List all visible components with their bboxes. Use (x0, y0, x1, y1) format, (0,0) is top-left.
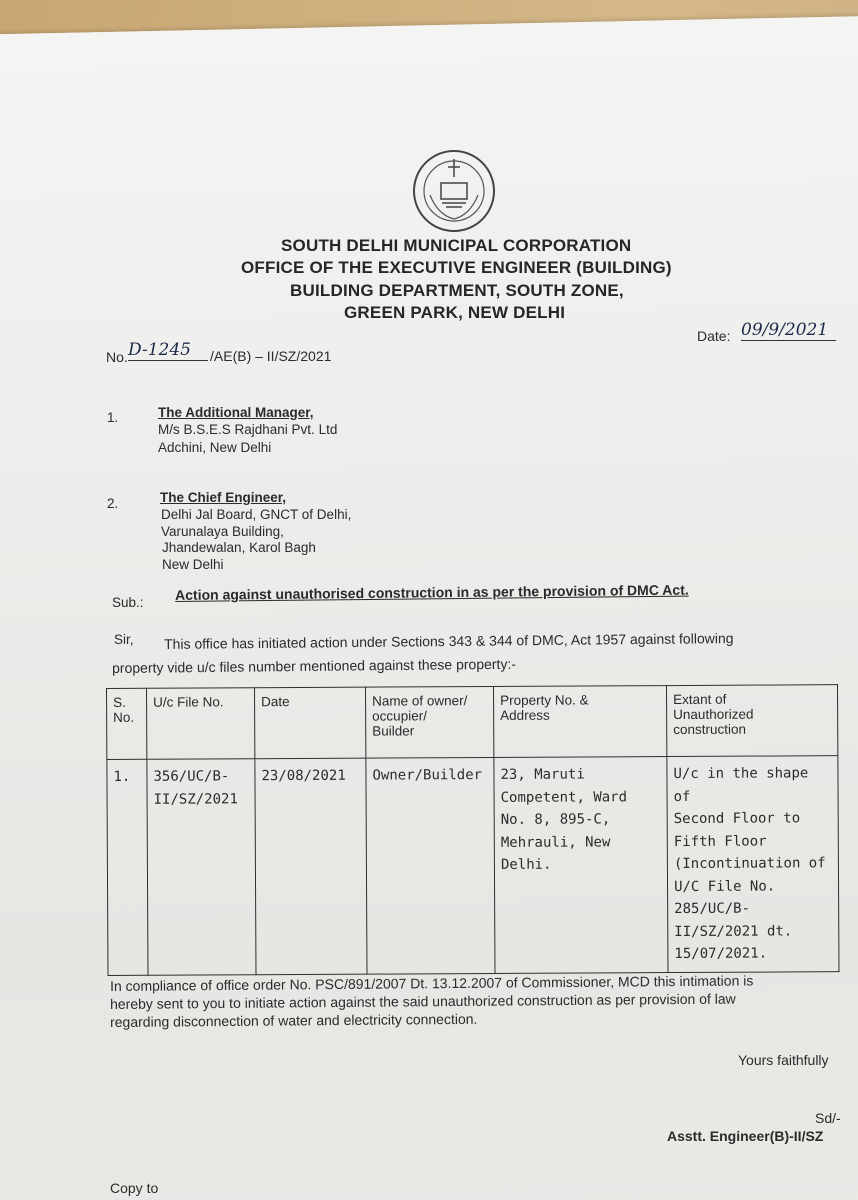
salutation: Sir, (114, 632, 134, 647)
signature-sd: Sd/- (815, 1110, 841, 1126)
header-file-no: U/c File No. (147, 688, 255, 760)
date-label: Date: (697, 328, 731, 344)
compliance-line-2: hereby sent to you to initiate action against the said unauthorized construction as per provision of law (110, 990, 736, 1012)
addressee-1-line-1: M/s B.S.E.S Rajdhani Pvt. Ltd (158, 422, 338, 437)
cell-sno: 1. (107, 759, 148, 975)
ref-no-suffix: /AE(B) – II/SZ/2021 (210, 348, 332, 364)
addressee-2-line-4: New Delhi (162, 557, 224, 572)
header-line-3: BUILDING DEPARTMENT, SOUTH ZONE, (290, 281, 624, 300)
header-line-2: OFFICE OF THE EXECUTIVE ENGINEER (BUILDING) (241, 258, 672, 277)
header-address: Property No. & Address (493, 686, 666, 758)
header-line-1: SOUTH DELHI MUNICIPAL CORPORATION (281, 236, 632, 255)
ref-no-handwritten: D-1245 (128, 340, 208, 361)
header-line-4: GREEN PARK, NEW DELHI (344, 303, 566, 322)
cell-extent: U/c in the shape of Second Floor to Fifth Floor (Incontinuation of U/C File No. 285/UC/B- II/SZ/2021 dt. 15/07/2021. (667, 756, 839, 972)
subject-text: Action against unauthorised construction in as per the provision of DMC Act. (175, 581, 689, 603)
compliance-line-3: regarding disconnection of water and electricity connection. (110, 1010, 478, 1030)
copy-to: Copy to (110, 1180, 159, 1196)
cell-address: 23, Maruti Competent, Ward No. 8, 895-C, Mehrauli, New Delhi. (494, 757, 668, 973)
date-handwritten: 09/9/2021 (741, 320, 836, 341)
closing: Yours faithfully (738, 1052, 829, 1068)
cell-owner: Owner/Builder (366, 757, 495, 973)
corporation-seal-icon (408, 145, 500, 237)
addressee-1-title: The Additional Manager, (158, 405, 314, 420)
signature-title: Asstt. Engineer(B)-II/SZ (667, 1128, 824, 1144)
uc-files-table (106, 684, 839, 975)
compliance-line-1: In compliance of office order No. PSC/891/2007 Dt. 13.12.2007 of Commissioner, MCD this intimation is (110, 972, 754, 994)
addressee-2-line-1: Delhi Jal Board, GNCT of Delhi, (161, 507, 352, 522)
addressee-2-number: 2. (107, 496, 119, 511)
addressee-2-title: The Chief Engineer, (160, 490, 287, 505)
ref-no-label: No. (106, 349, 128, 365)
intro-line-2: property vide u/c files number mentioned against these property:- (112, 655, 517, 676)
table-header-row (107, 685, 838, 760)
header-owner: Name of owner/ occupier/ Builder (365, 686, 493, 758)
cell-date: 23/08/2021 (255, 758, 367, 974)
subject-label: Sub.: (112, 595, 144, 610)
header-date: Date (255, 687, 366, 759)
header-sno: S. No. (107, 688, 147, 759)
addressee-2-line-2: Varunalaya Building, (161, 524, 284, 539)
table-row (107, 756, 839, 975)
cell-file-no: 356/UC/B- II/SZ/2021 (147, 759, 256, 975)
addressee-2-line-3: Jhandewalan, Karol Bagh (162, 540, 316, 555)
header-extent: Extant of Unauthorized construction (666, 685, 837, 757)
intro-line-1: This office has initiated action under Sections 343 & 344 of DMC, Act 1957 against following (164, 630, 734, 652)
addressee-1-number: 1. (107, 410, 119, 425)
addressee-1-line-2: Adchini, New Delhi (158, 440, 272, 455)
